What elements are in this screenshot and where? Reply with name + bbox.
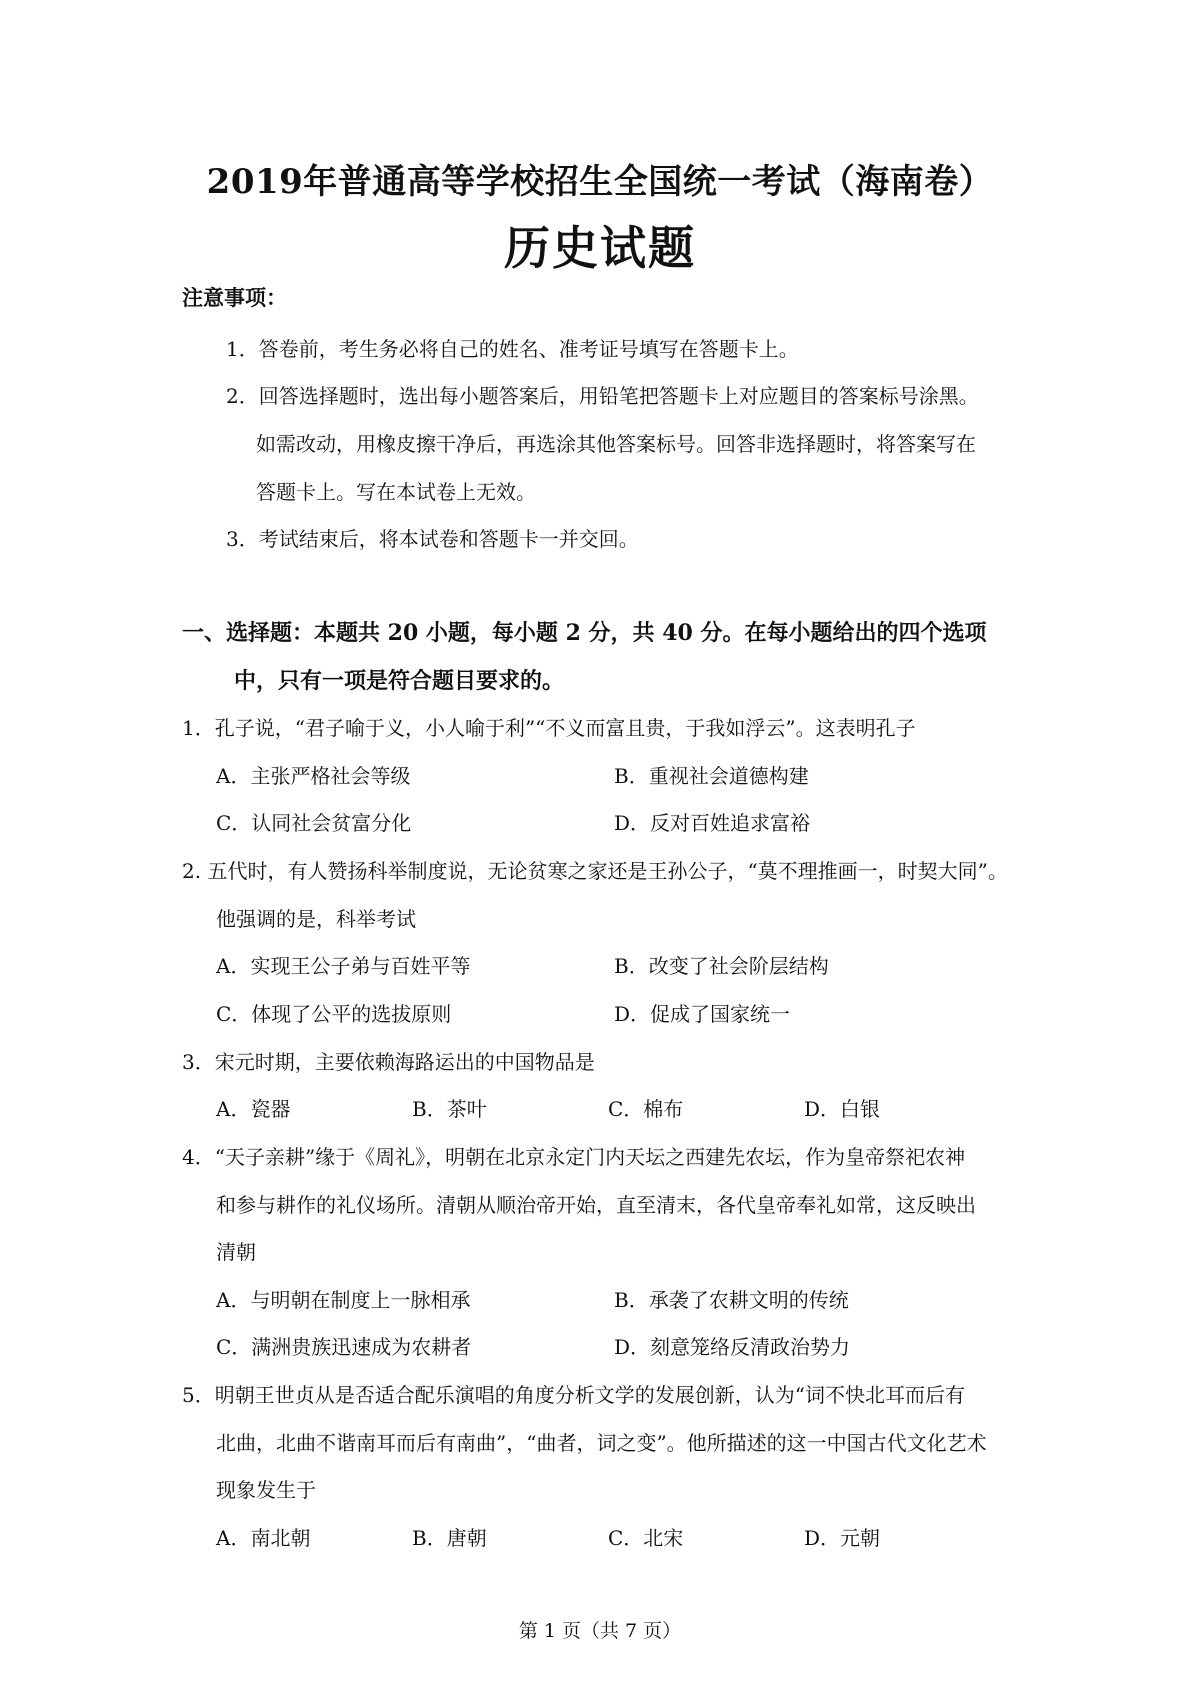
question-3-option-a[interactable]: A．瓷器 [216,1097,291,1121]
question-1-option-d[interactable]: D．反对百姓追求富裕 [614,811,811,835]
question-5-option-a[interactable]: A．南北朝 [216,1526,311,1550]
question-1-option-c[interactable]: C．认同社会贫富分化 [216,811,412,835]
question-4-option-c[interactable]: C．满洲贵族迅速成为农耕者 [216,1335,472,1359]
question-5-stem-line-2: 北曲，北曲不谐南耳而后有南曲”，“曲者，词之变”。他所描述的这一中国古代文化艺术 [216,1431,987,1455]
question-1-option-b[interactable]: B．重视社会道德构建 [614,764,809,788]
question-2-stem-line-1: 2. 五代时，有人赞扬科举制度说，无论贫寒之家还是王孙公子，“莫不理推画一，时契大同”。 [182,859,1008,883]
question-2-option-d[interactable]: D．促成了国家统一 [614,1002,791,1026]
question-2-option-b[interactable]: B．改变了社会阶层结构 [614,954,829,978]
question-1-stem: 1．孔子说，“君子喻于义，小人喻于利”“不义而富且贵，于我如浮云”。这表明孔子 [182,716,916,740]
notice-item-2-line-2: 如需改动，用橡皮擦干净后，再选涂其他答案标号。回答非选择题时，将答案写在 [256,432,976,456]
notice-item-2-line-1: 2．回答选择题时，选出每小题答案后，用铅笔把答题卡上对应题目的答案标号涂黑。 [226,384,979,408]
question-4-option-d[interactable]: D．刻意笼络反清政治势力 [614,1335,851,1359]
question-3-option-b[interactable]: B．茶叶 [412,1097,487,1121]
question-3-stem: 3．宋元时期，主要依赖海路运出的中国物品是 [182,1050,595,1074]
question-3-option-d[interactable]: D．白银 [804,1097,881,1121]
question-1-option-a[interactable]: A．主张严格社会等级 [216,764,411,788]
question-4-stem-line-2: 和参与耕作的礼仪场所。清朝从顺治帝开始，直至清末，各代皇帝奉礼如常，这反映出 [216,1193,976,1217]
question-4-option-b[interactable]: B．承袭了农耕文明的传统 [614,1288,849,1312]
notice-item-2-line-3: 答题卡上。写在本试卷上无效。 [256,480,536,504]
question-3-option-c[interactable]: C．棉布 [608,1097,684,1121]
question-4-stem-line-3: 清朝 [216,1240,256,1264]
question-5-option-c[interactable]: C．北宋 [608,1526,684,1550]
exam-title: 2019年普通高等学校招生全国统一考试（海南卷） [206,162,994,202]
question-4-stem-line-1: 4．“天子亲耕”缘于《周礼》，明朝在北京永定门内天坛之西建先农坛，作为皇帝祭祀农神 [182,1145,966,1169]
question-4-option-a[interactable]: A．与明朝在制度上一脉相承 [216,1288,471,1312]
notice-item-1: 1．答卷前，考生务必将自己的姓名、准考证号填写在答题卡上。 [226,337,799,361]
subject-title: 历史试题 [504,221,696,275]
section-heading-line-1: 一、选择题：本题共 20 小题，每小题 2 分，共 40 分。在每小题给出的四个选项 [182,620,987,646]
section-heading-line-2: 中，只有一项是符合题目要求的。 [234,668,565,694]
question-2-stem-line-2: 他强调的是，科举考试 [216,907,416,931]
notice-heading: 注意事项： [182,285,287,310]
page-number: 第 1 页（共 7 页） [518,1620,682,1642]
question-5-option-d[interactable]: D．元朝 [804,1526,881,1550]
question-5-stem-line-3: 现象发生于 [216,1478,316,1502]
question-2-option-a[interactable]: A．实现王公子弟与百姓平等 [216,954,471,978]
notice-item-3: 3．考试结束后，将本试卷和答题卡一并交回。 [226,527,639,551]
question-5-option-b[interactable]: B．唐朝 [412,1526,487,1550]
question-5-stem-line-1: 5．明朝王世贞从是否适合配乐演唱的角度分析文学的发展创新，认为“词不快北耳而后有 [182,1383,965,1407]
question-2-option-c[interactable]: C．体现了公平的选拔原则 [216,1002,452,1026]
